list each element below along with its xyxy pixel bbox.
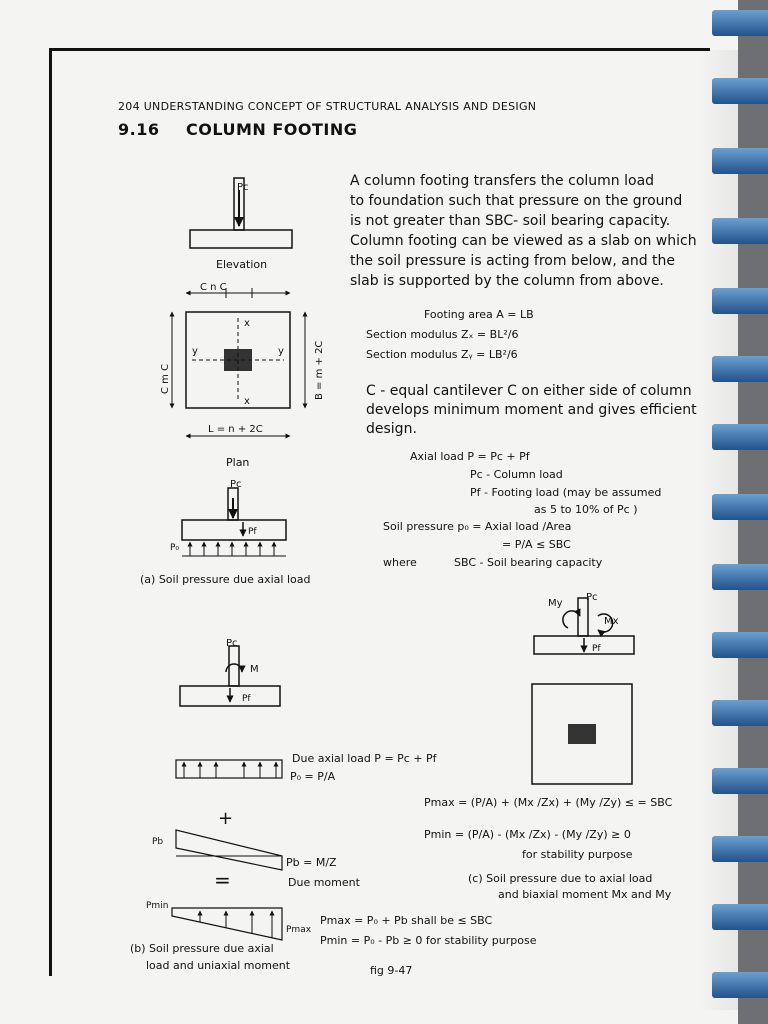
intro-line-5: the soil pressure is acting from below, and the	[350, 253, 676, 269]
pmax-eq-c: Pmax = (P/A) + (Mx /Zx) + (My /Zy) ≤ = SBC	[424, 796, 673, 809]
caption-b-line1: (b) Soil pressure due axial	[130, 942, 274, 955]
plan-y-left: y	[192, 346, 198, 357]
b-pb-label: Pb	[152, 837, 164, 847]
binding-coil	[712, 836, 768, 862]
intro-line-1: A column footing transfers the column load	[350, 173, 655, 189]
pmin-eq-b: Pmin = P₀ - Pb ≥ 0 for stability purpose	[320, 934, 537, 947]
cantilever-note-1: C - equal cantilever C on either side of column	[366, 383, 692, 399]
binding-coil	[712, 148, 768, 174]
b-pc-label: Pc	[226, 638, 238, 649]
plan-label: Plan	[226, 456, 250, 469]
binding-coil	[712, 632, 768, 658]
section-modulus-x: Section modulus Zₓ = BL²/6	[366, 328, 519, 341]
c-mx-label: Mx	[604, 616, 619, 627]
elevation-label: Elevation	[216, 258, 268, 271]
a-pf-label: Pf	[248, 527, 257, 537]
intro-line-3: is not greater than SBC- soil bearing capacity.	[350, 213, 671, 229]
footing-area-formula: Footing area A = LB	[424, 308, 534, 321]
elev-pc-label: Pc	[237, 182, 249, 193]
a-pc-label: Pc	[230, 479, 242, 490]
b-pf-label: Pf	[242, 694, 251, 704]
plan-dim-width: L = n + 2C	[208, 424, 263, 435]
binding-coil	[712, 972, 768, 998]
uniaxial-moment-diagram	[146, 638, 312, 940]
plan-x-top: x	[244, 318, 250, 329]
binding-coil	[712, 904, 768, 930]
pc-definition: Pc - Column load	[470, 468, 563, 481]
binding-coil	[712, 78, 768, 104]
plus-sign: +	[218, 808, 234, 829]
axial-load-diagram	[170, 479, 286, 556]
section-modulus-y: Section modulus Zᵧ = LB²/6	[366, 348, 518, 361]
plan-dim-top: C n C	[200, 282, 227, 293]
c-pc-label: Pc	[586, 592, 598, 603]
a-p0-label: P₀	[170, 543, 180, 553]
equals-sign: =	[214, 868, 231, 892]
page-edge-shadow	[700, 50, 738, 1010]
section-number: 9.16	[118, 120, 160, 139]
cantilever-note-3: design.	[366, 421, 417, 437]
figure-number: fig 9-47	[370, 964, 413, 977]
intro-line-4: Column footing can be viewed as a slab on which	[350, 233, 697, 249]
caption-a: (a) Soil pressure due axial load	[140, 573, 311, 586]
soil-pressure-eq: Soil pressure p₀ = Axial load /Area	[383, 520, 572, 533]
elevation-diagram	[190, 178, 292, 271]
pmin-eq-c: Pmin = (P/A) - (Mx /Zx) - (My /Zy) ≥ 0	[424, 828, 631, 841]
pf-definition: Pf - Footing load (may be assumed	[470, 486, 662, 499]
binding-coil	[712, 288, 768, 314]
b-pmax-label: Pmax	[286, 925, 312, 935]
binding-coil	[712, 564, 768, 590]
where-label: where	[383, 556, 417, 569]
binding-coil	[712, 424, 768, 450]
binding-coil	[712, 10, 768, 36]
b-pmin-label: Pmin	[146, 901, 169, 911]
soil-pressure-eq-cont: = P/A ≤ SBC	[502, 538, 571, 551]
due-moment-label: Due moment	[288, 876, 360, 889]
c-pf-label: Pf	[592, 644, 601, 654]
biaxial-moment-diagram	[532, 592, 634, 784]
plan-x-bottom: x	[244, 396, 250, 407]
plan-dim-side: B = m + 2C	[314, 340, 325, 400]
caption-b-line2: load and uniaxial moment	[146, 959, 291, 972]
cantilever-note-2: develops minimum moment and gives efficient	[366, 402, 697, 418]
pmax-eq-b: Pmax = P₀ + Pb shall be ≤ SBC	[320, 914, 493, 927]
intro-line-2: to foundation such that pressure on the ground	[350, 193, 683, 209]
plan-diagram	[160, 282, 325, 469]
p0-eq: P₀ = P/A	[290, 770, 336, 783]
caption-c-line2: and biaxial moment Mx and My	[498, 888, 672, 901]
b-m-label: M	[250, 664, 259, 675]
plan-dim-left: C m C	[160, 363, 171, 394]
intro-line-6: slab is supported by the column from above.	[350, 273, 664, 289]
axial-load-eq: Axial load P = Pc + Pf	[410, 450, 530, 463]
running-head: 204 UNDERSTANDING CONCEPT OF STRUCTURAL ANALYSIS AND DESIGN	[118, 100, 537, 113]
stability-note: for stability purpose	[522, 848, 633, 861]
section-title: COLUMN FOOTING	[186, 120, 358, 139]
binding-coil	[712, 700, 768, 726]
pf-definition-cont: as 5 to 10% of Pc )	[534, 503, 638, 516]
pb-eq: Pb = M/Z	[286, 856, 337, 869]
caption-c-line1: (c) Soil pressure due to axial load	[468, 872, 653, 885]
c-my-label: My	[548, 598, 563, 609]
binding-coil	[712, 356, 768, 382]
binding-coil	[712, 494, 768, 520]
binding-coil	[712, 768, 768, 794]
sbc-definition: SBC - Soil bearing capacity	[454, 556, 603, 569]
due-axial-eq: Due axial load P = Pc + Pf	[292, 752, 437, 765]
binding-coil	[712, 218, 768, 244]
plan-y-right: y	[278, 346, 284, 357]
